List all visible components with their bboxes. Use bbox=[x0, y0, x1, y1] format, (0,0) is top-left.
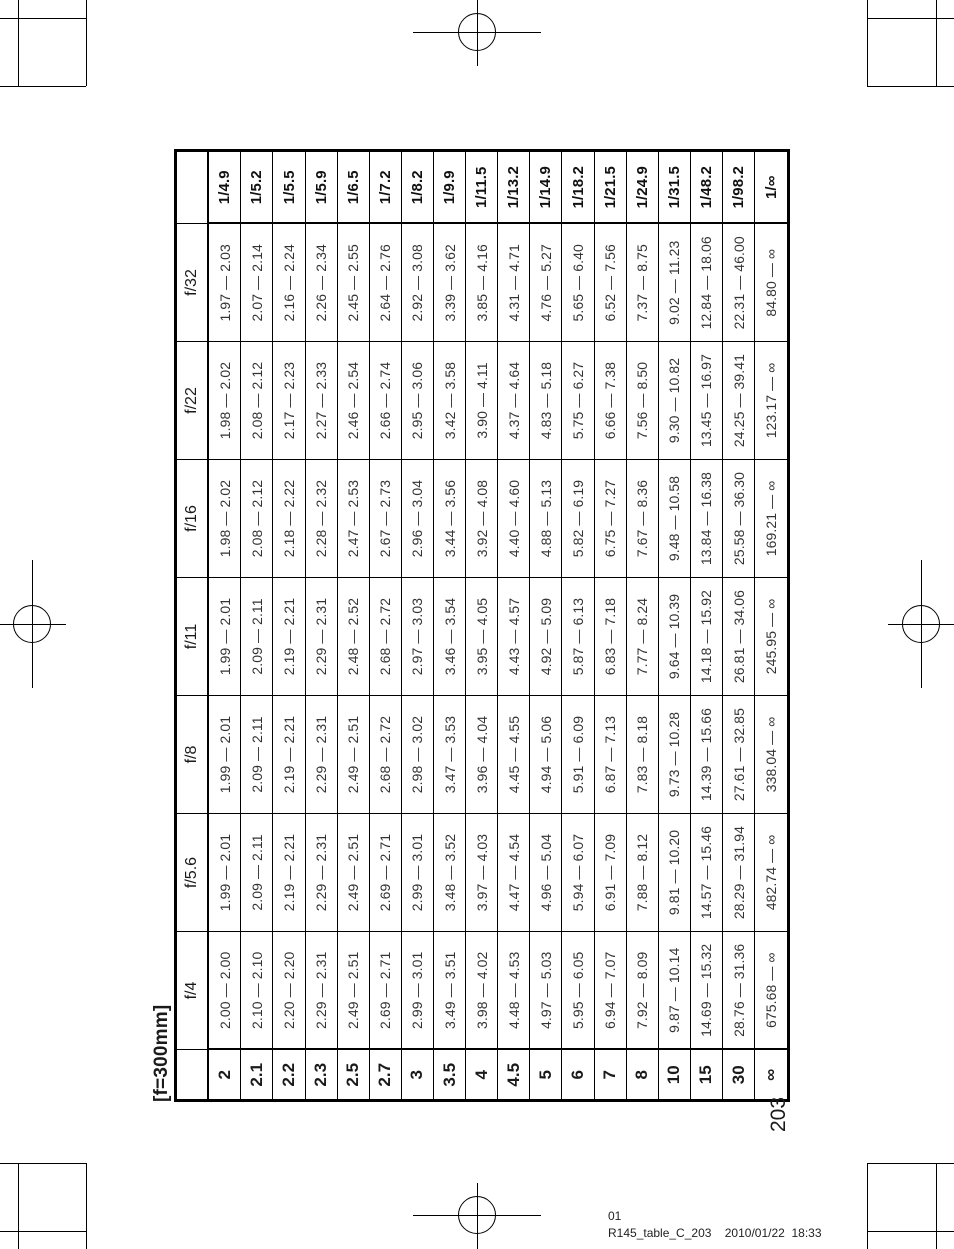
table-body bbox=[208, 151, 789, 1101]
table-row bbox=[208, 151, 241, 1101]
range-cell: 2.20 — 2.20 bbox=[273, 932, 305, 1050]
range-cell: 22.31 — 46.00 bbox=[723, 224, 755, 342]
range-cell: 2.19 — 2.21 bbox=[273, 696, 305, 814]
table-row bbox=[241, 151, 273, 1101]
range-cell: 7.56 — 8.50 bbox=[626, 342, 658, 460]
range-cell: 3.96 — 4.04 bbox=[466, 696, 498, 814]
range-cell: 3.47 — 3.53 bbox=[434, 696, 466, 814]
distance-cell: 4.5 bbox=[498, 1050, 530, 1101]
range-cell: 6.91 — 7.09 bbox=[594, 814, 626, 932]
range-cell: 2.28 — 2.32 bbox=[305, 460, 337, 578]
table-row bbox=[498, 151, 530, 1101]
range-cell: 2.29 — 2.31 bbox=[305, 696, 337, 814]
page-number: 203 bbox=[767, 1096, 790, 1132]
range-cell: 4.97 — 5.03 bbox=[530, 932, 562, 1050]
range-cell: 1.98 — 2.02 bbox=[208, 460, 241, 578]
range-cell: 123.17 — ∞ bbox=[755, 342, 789, 460]
range-cell: 245.95 — ∞ bbox=[755, 578, 789, 696]
range-cell: 6.75 — 7.27 bbox=[594, 460, 626, 578]
table-row bbox=[369, 151, 401, 1101]
range-cell: 3.42 — 3.58 bbox=[434, 342, 466, 460]
range-cell: 4.37 — 4.64 bbox=[498, 342, 530, 460]
distance-cell: 2.7 bbox=[369, 1050, 401, 1101]
range-cell: 2.10 — 2.10 bbox=[241, 932, 273, 1050]
range-cell: 2.95 — 3.06 bbox=[401, 342, 433, 460]
column-header bbox=[176, 1050, 209, 1101]
range-cell: 2.16 — 2.24 bbox=[273, 224, 305, 342]
range-cell: 1.97 — 2.03 bbox=[208, 224, 241, 342]
range-cell: 3.39 — 3.62 bbox=[434, 224, 466, 342]
range-cell: 25.58 — 36.30 bbox=[723, 460, 755, 578]
range-cell: 4.96 — 5.04 bbox=[530, 814, 562, 932]
magnification-cell: 1/5.2 bbox=[241, 151, 273, 224]
range-cell: 3.92 — 4.08 bbox=[466, 460, 498, 578]
range-cell: 4.40 — 4.60 bbox=[498, 460, 530, 578]
distance-cell: 2.1 bbox=[241, 1050, 273, 1101]
table-row bbox=[626, 151, 658, 1101]
range-cell: 5.95 — 6.05 bbox=[562, 932, 594, 1050]
range-cell: 4.83 — 5.18 bbox=[530, 342, 562, 460]
range-cell: 5.94 — 6.07 bbox=[562, 814, 594, 932]
table-row bbox=[562, 151, 594, 1101]
range-cell: 6.66 — 7.38 bbox=[594, 342, 626, 460]
range-cell: 2.47 — 2.53 bbox=[337, 460, 369, 578]
table-row bbox=[690, 151, 722, 1101]
column-header: f/32 bbox=[176, 224, 209, 342]
header-row bbox=[176, 151, 209, 1101]
range-cell: 7.67 — 8.36 bbox=[626, 460, 658, 578]
magnification-cell: 1/18.2 bbox=[562, 151, 594, 224]
column-header: f/22 bbox=[176, 342, 209, 460]
footer-line: 01 bbox=[608, 1209, 622, 1223]
range-cell: 13.84 — 16.38 bbox=[690, 460, 722, 578]
range-cell: 14.69 — 15.32 bbox=[690, 932, 722, 1050]
distance-cell: 6 bbox=[562, 1050, 594, 1101]
range-cell: 9.81 — 10.20 bbox=[658, 814, 690, 932]
range-cell: 2.19 — 2.21 bbox=[273, 814, 305, 932]
magnification-cell: 1/8.2 bbox=[401, 151, 433, 224]
range-cell: 5.65 — 6.40 bbox=[562, 224, 594, 342]
range-cell: 7.37 — 8.75 bbox=[626, 224, 658, 342]
range-cell: 2.08 — 2.12 bbox=[241, 460, 273, 578]
range-cell: 27.61 — 32.85 bbox=[723, 696, 755, 814]
range-cell: 2.17 — 2.23 bbox=[273, 342, 305, 460]
range-cell: 3.46 — 3.54 bbox=[434, 578, 466, 696]
depth-of-field-table bbox=[174, 149, 790, 1102]
range-cell: 7.92 — 8.09 bbox=[626, 932, 658, 1050]
table-row bbox=[594, 151, 626, 1101]
column-header: f/16 bbox=[176, 460, 209, 578]
range-cell: 2.49 — 2.51 bbox=[337, 696, 369, 814]
range-cell: 482.74 — ∞ bbox=[755, 814, 789, 932]
range-cell: 9.48 — 10.58 bbox=[658, 460, 690, 578]
range-cell: 1.99 — 2.01 bbox=[208, 578, 241, 696]
distance-cell: 3 bbox=[401, 1050, 433, 1101]
range-cell: 5.87 — 6.13 bbox=[562, 578, 594, 696]
range-cell: 6.94 — 7.07 bbox=[594, 932, 626, 1050]
distance-cell: 4 bbox=[466, 1050, 498, 1101]
range-cell: 12.84 — 18.06 bbox=[690, 224, 722, 342]
range-cell: 2.97 — 3.03 bbox=[401, 578, 433, 696]
range-cell: 2.18 — 2.22 bbox=[273, 460, 305, 578]
range-cell: 24.25 — 39.41 bbox=[723, 342, 755, 460]
range-cell: 2.67 — 2.73 bbox=[369, 460, 401, 578]
magnification-cell: 1/13.2 bbox=[498, 151, 530, 224]
range-cell: 9.02 — 11.23 bbox=[658, 224, 690, 342]
magnification-cell: 1/98.2 bbox=[723, 151, 755, 224]
range-cell: 84.80 — ∞ bbox=[755, 224, 789, 342]
range-cell: 9.30 — 10.82 bbox=[658, 342, 690, 460]
table-row bbox=[305, 151, 337, 1101]
distance-cell: 10 bbox=[658, 1050, 690, 1101]
range-cell: 2.68 — 2.72 bbox=[369, 696, 401, 814]
range-cell: 7.83 — 8.18 bbox=[626, 696, 658, 814]
range-cell: 7.88 — 8.12 bbox=[626, 814, 658, 932]
range-cell: 9.87 — 10.14 bbox=[658, 932, 690, 1050]
range-cell: 3.95 — 4.05 bbox=[466, 578, 498, 696]
distance-cell: 2.2 bbox=[273, 1050, 305, 1101]
range-cell: 26.81 — 34.06 bbox=[723, 578, 755, 696]
range-cell: 9.64 — 10.39 bbox=[658, 578, 690, 696]
range-cell: 2.69 — 2.71 bbox=[369, 932, 401, 1050]
column-header bbox=[176, 151, 209, 224]
range-cell: 4.45 — 4.55 bbox=[498, 696, 530, 814]
range-cell: 2.29 — 2.31 bbox=[305, 932, 337, 1050]
range-cell: 28.29 — 31.94 bbox=[723, 814, 755, 932]
range-cell: 2.09 — 2.11 bbox=[241, 814, 273, 932]
range-cell: 2.69 — 2.71 bbox=[369, 814, 401, 932]
range-cell: 13.45 — 16.97 bbox=[690, 342, 722, 460]
table-row bbox=[723, 151, 755, 1101]
distance-cell: 3.5 bbox=[434, 1050, 466, 1101]
distance-cell: 5 bbox=[530, 1050, 562, 1101]
column-header: f/11 bbox=[176, 578, 209, 696]
table-row bbox=[658, 151, 690, 1101]
range-cell: 6.87 — 7.13 bbox=[594, 696, 626, 814]
range-cell: 2.08 — 2.12 bbox=[241, 342, 273, 460]
table-row bbox=[530, 151, 562, 1101]
range-cell: 4.43 — 4.57 bbox=[498, 578, 530, 696]
range-cell: 2.48 — 2.52 bbox=[337, 578, 369, 696]
range-cell: 6.83 — 7.18 bbox=[594, 578, 626, 696]
range-cell: 2.29 — 2.31 bbox=[305, 578, 337, 696]
distance-cell: 7 bbox=[594, 1050, 626, 1101]
range-cell: 4.76 — 5.27 bbox=[530, 224, 562, 342]
range-cell: 3.44 — 3.56 bbox=[434, 460, 466, 578]
range-cell: 2.45 — 2.55 bbox=[337, 224, 369, 342]
range-cell: 3.98 — 4.02 bbox=[466, 932, 498, 1050]
distance-cell: 8 bbox=[626, 1050, 658, 1101]
magnification-cell: 1/31.5 bbox=[658, 151, 690, 224]
range-cell: 169.21 — ∞ bbox=[755, 460, 789, 578]
range-cell: 28.76 — 31.36 bbox=[723, 932, 755, 1050]
range-cell: 4.47 — 4.54 bbox=[498, 814, 530, 932]
range-cell: 2.96 — 3.04 bbox=[401, 460, 433, 578]
distance-cell: 2 bbox=[208, 1050, 241, 1101]
range-cell: 2.46 — 2.54 bbox=[337, 342, 369, 460]
table-row bbox=[434, 151, 466, 1101]
table-row bbox=[401, 151, 433, 1101]
table-row bbox=[466, 151, 498, 1101]
print-footer bbox=[608, 1208, 822, 1242]
magnification-cell: 1/5.9 bbox=[305, 151, 337, 224]
magnification-cell: 1/21.5 bbox=[594, 151, 626, 224]
range-cell: 4.92 — 5.09 bbox=[530, 578, 562, 696]
range-cell: 4.94 — 5.06 bbox=[530, 696, 562, 814]
range-cell: 2.29 — 2.31 bbox=[305, 814, 337, 932]
range-cell: 3.48 — 3.52 bbox=[434, 814, 466, 932]
range-cell: 5.82 — 6.19 bbox=[562, 460, 594, 578]
column-header: f/5.6 bbox=[176, 814, 209, 932]
range-cell: 2.26 — 2.34 bbox=[305, 224, 337, 342]
magnification-cell: 1/48.2 bbox=[690, 151, 722, 224]
range-cell: 3.90 — 4.11 bbox=[466, 342, 498, 460]
magnification-cell: 1/9.9 bbox=[434, 151, 466, 224]
range-cell: 2.99 — 3.01 bbox=[401, 814, 433, 932]
rotated-table-block bbox=[151, 152, 790, 1132]
range-cell: 2.19 — 2.21 bbox=[273, 578, 305, 696]
range-cell: 7.77 — 8.24 bbox=[626, 578, 658, 696]
distance-cell: 2.5 bbox=[337, 1050, 369, 1101]
magnification-cell: 1/24.9 bbox=[626, 151, 658, 224]
range-cell: 6.52 — 7.56 bbox=[594, 224, 626, 342]
table-row bbox=[755, 151, 789, 1101]
magnification-cell: 1/6.5 bbox=[337, 151, 369, 224]
range-cell: 4.88 — 5.13 bbox=[530, 460, 562, 578]
range-cell: 2.09 — 2.11 bbox=[241, 578, 273, 696]
magnification-cell: 1/11.5 bbox=[466, 151, 498, 224]
range-cell: 3.49 — 3.51 bbox=[434, 932, 466, 1050]
distance-cell: 30 bbox=[723, 1050, 755, 1101]
range-cell: 2.49 — 2.51 bbox=[337, 932, 369, 1050]
magnification-cell: 1/4.9 bbox=[208, 151, 241, 224]
footer-line: R145_table_C_203 2010/01/22 18:33 bbox=[608, 1226, 822, 1240]
range-cell: 14.18 — 15.92 bbox=[690, 578, 722, 696]
range-cell: 2.66 — 2.74 bbox=[369, 342, 401, 460]
range-cell: 14.57 — 15.46 bbox=[690, 814, 722, 932]
range-cell: 2.99 — 3.01 bbox=[401, 932, 433, 1050]
range-cell: 1.99 — 2.01 bbox=[208, 696, 241, 814]
range-cell: 2.00 — 2.00 bbox=[208, 932, 241, 1050]
column-header: f/8 bbox=[176, 696, 209, 814]
range-cell: 3.97 — 4.03 bbox=[466, 814, 498, 932]
magnification-cell: 1/5.5 bbox=[273, 151, 305, 224]
distance-cell: 2.3 bbox=[305, 1050, 337, 1101]
range-cell: 1.99 — 2.01 bbox=[208, 814, 241, 932]
range-cell: 5.75 — 6.27 bbox=[562, 342, 594, 460]
range-cell: 4.31 — 4.71 bbox=[498, 224, 530, 342]
table-row bbox=[273, 151, 305, 1101]
table-row bbox=[337, 151, 369, 1101]
magnification-cell: 1/∞ bbox=[755, 151, 789, 224]
range-cell: 675.68 — ∞ bbox=[755, 932, 789, 1050]
range-cell: 2.92 — 3.08 bbox=[401, 224, 433, 342]
range-cell: 2.07 — 2.14 bbox=[241, 224, 273, 342]
range-cell: 2.98 — 3.02 bbox=[401, 696, 433, 814]
range-cell: 338.04 — ∞ bbox=[755, 696, 789, 814]
range-cell: 1.98 — 2.02 bbox=[208, 342, 241, 460]
range-cell: 2.64 — 2.76 bbox=[369, 224, 401, 342]
range-cell: 4.48 — 4.53 bbox=[498, 932, 530, 1050]
range-cell: 14.39 — 15.66 bbox=[690, 696, 722, 814]
range-cell: 9.73 — 10.28 bbox=[658, 696, 690, 814]
range-cell: 2.27 — 2.33 bbox=[305, 342, 337, 460]
range-cell: 3.85 — 4.16 bbox=[466, 224, 498, 342]
distance-cell: 15 bbox=[690, 1050, 722, 1101]
range-cell: 2.09 — 2.11 bbox=[241, 696, 273, 814]
range-cell: 2.68 — 2.72 bbox=[369, 578, 401, 696]
distance-cell: ∞ bbox=[755, 1050, 789, 1101]
range-cell: 5.91 — 6.09 bbox=[562, 696, 594, 814]
range-cell: 2.49 — 2.51 bbox=[337, 814, 369, 932]
column-header: f/4 bbox=[176, 932, 209, 1050]
magnification-cell: 1/7.2 bbox=[369, 151, 401, 224]
table-heading: [f=300mm] bbox=[151, 1004, 172, 1102]
magnification-cell: 1/14.9 bbox=[530, 151, 562, 224]
